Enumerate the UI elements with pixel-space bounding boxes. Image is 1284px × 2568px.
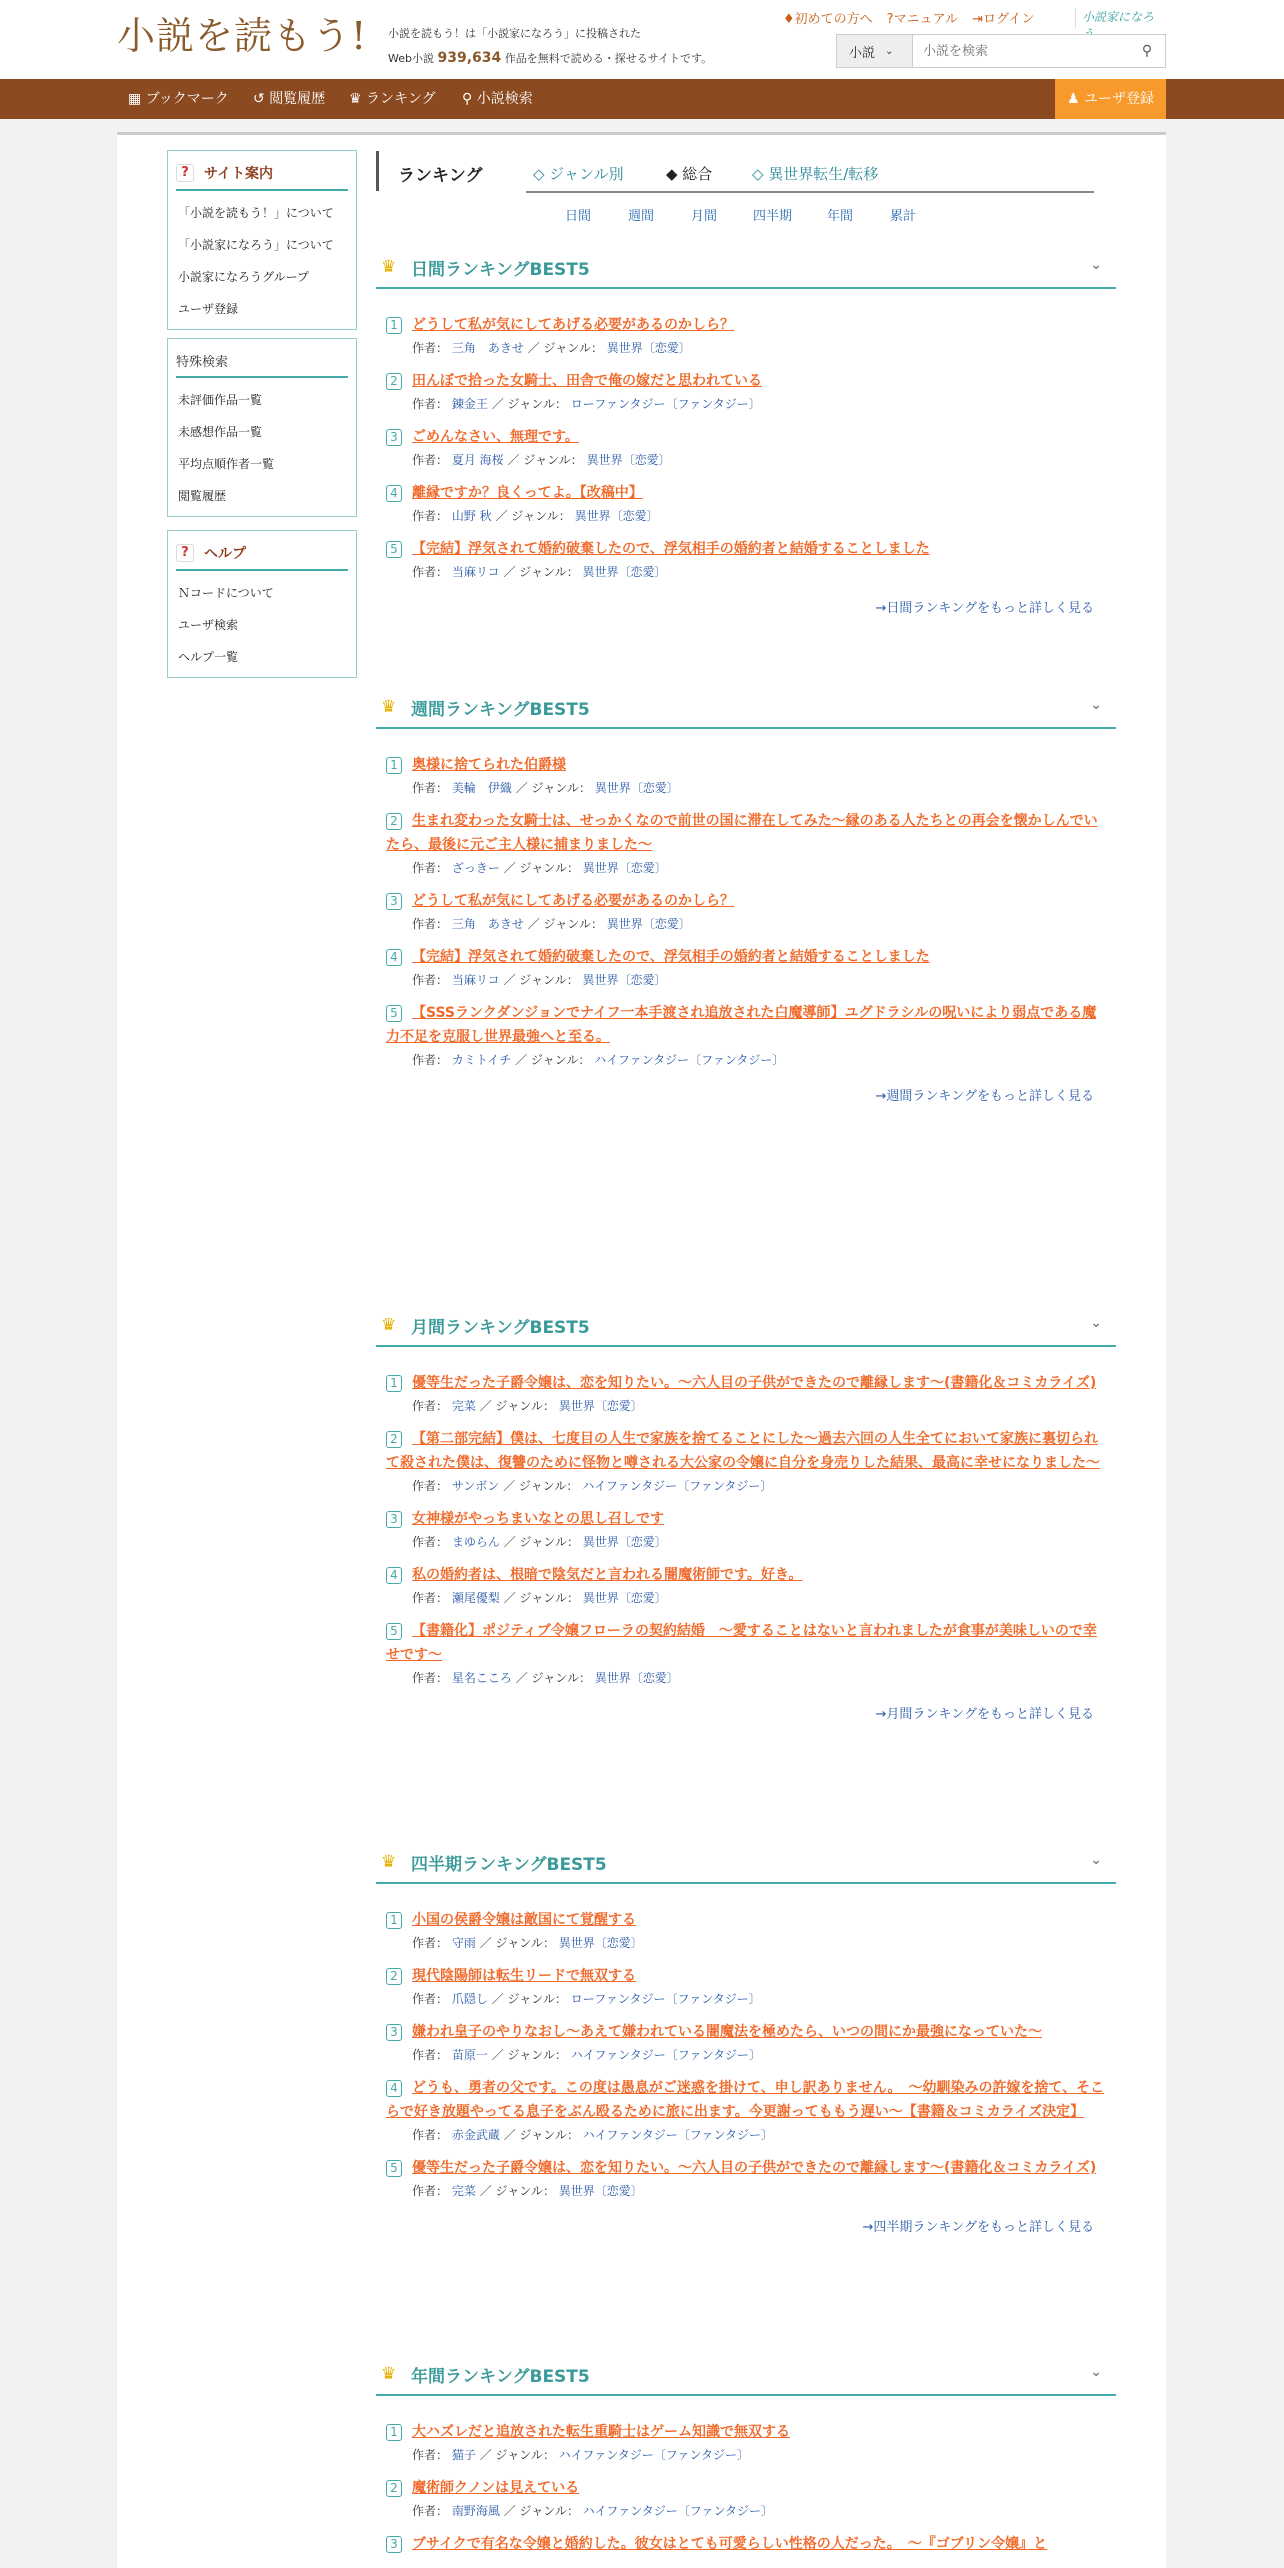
ranking-section [376, 685, 1116, 1104]
genre-link[interactable]: 異世界〔恋愛〕 [574, 509, 659, 523]
author-link[interactable]: 完菜 [451, 2184, 476, 2198]
genre-label: ／ ジャンル： [503, 1479, 579, 1493]
work-meta [386, 393, 1106, 415]
section-title: 日間ランキングBEST5 [411, 260, 590, 280]
work-meta [386, 505, 1106, 527]
author-label: 作者： [412, 1053, 449, 1067]
work-meta [386, 1988, 1106, 2010]
sidebar-special-link[interactable]: 平均点順作者一覧 [178, 457, 275, 471]
genre-label: ／ ジャンル： [479, 1399, 555, 1413]
work-meta [386, 337, 1106, 359]
work-meta [386, 1531, 1106, 1553]
desc-line1: 小説を読もう！は「小説家になろう」に投稿された [388, 27, 641, 40]
genre-label: ／ ジャンル： [515, 781, 591, 795]
work-title-link[interactable]: どうも、勇者の父です。この度は愚息がご迷惑を掛けて、申し訳ありません。 ～幼馴染みの許嫁を捨て、そこらで好き放題やってる息子をぶん殴るために旅に出ます。今更謝ってももう遅い～【書籍＆コミカライズ決定】 [386, 2080, 1105, 2120]
genre-label: ／ ジャンル： [491, 2048, 567, 2062]
section-title: 年間ランキングBEST5 [411, 2367, 590, 2387]
work-meta [386, 1667, 1106, 1689]
author-label: 作者： [412, 973, 449, 987]
genre-link[interactable]: 異世界〔恋愛〕 [582, 973, 667, 987]
author-link[interactable]: カミトイチ [451, 1053, 512, 1067]
genre-label: ／ ジャンル： [503, 1591, 579, 1605]
search-category-label: 小説 [849, 45, 876, 61]
sidebar-special-list [168, 378, 356, 516]
author-link[interactable]: 赤金武蔵 [451, 2128, 500, 2142]
ranking-item [376, 471, 1116, 527]
period-monthly[interactable]: 月間 [691, 209, 718, 224]
genre-link[interactable]: 異世界〔恋愛〕 [582, 1535, 667, 1549]
genre-link[interactable]: ローファンタジー〔ファンタジー〕 [570, 1992, 761, 2006]
author-label: 作者： [412, 917, 449, 931]
site-logo[interactable]: 小説を読もう! [117, 14, 368, 58]
ranking-item [376, 2410, 1116, 2466]
sidebar-help-link[interactable]: ユーザ検索 [178, 618, 239, 632]
work-meta [386, 2180, 1106, 2202]
ranking-list [376, 2396, 1116, 2556]
register-label: ユーザ登録 [1084, 91, 1154, 107]
author-label: 作者： [412, 1992, 449, 2006]
section-title: 四半期ランキングBEST5 [411, 1855, 607, 1875]
rank-badge: 1 [386, 2424, 402, 2441]
author-label: 作者： [412, 2048, 449, 2062]
work-title-link[interactable]: 田んぼで拾った女騎士、田舎で俺の嫁だと思われている [412, 373, 762, 389]
work-title-link[interactable]: ごめんなさい、無理です。 [412, 429, 579, 445]
author-label: 作者： [412, 1399, 449, 1413]
work-title-link[interactable]: 優等生だった子爵令嬢は、恋を知りたい。～六人目の子供ができたので離縁します～(書籍化＆コミカライズ) [412, 1375, 1097, 1391]
genre-label: ／ ジャンル： [479, 1936, 555, 1950]
ranking-list [376, 729, 1116, 1071]
top-link-login[interactable]: ⇥ログイン [972, 12, 1035, 27]
genre-link[interactable]: 異世界〔恋愛〕 [606, 341, 691, 355]
author-label: 作者： [412, 509, 449, 523]
rank-badge: 5 [386, 1623, 402, 1640]
tab-overall[interactable]: ◆ 総合 [666, 165, 713, 183]
work-meta [386, 1932, 1106, 1954]
work-meta [386, 2500, 1106, 2522]
more-ranking-link[interactable]: →週間ランキングをもっと詳しく見る [875, 1089, 1094, 1104]
author-label: 作者： [412, 341, 449, 355]
author-label: 作者： [412, 2184, 449, 2198]
search-icon[interactable]: ⚲ [1141, 43, 1153, 59]
work-title-link[interactable]: 【第二部完結】僕は、七度目の人生で家族を捨てることにした～過去六回の人生全てにおいて家族に裏切られて殺された僕は、復讐のために怪物と噂される大公家の令嬢に自分を身売りした結果、最高に幸せになりました～ [386, 1431, 1100, 1471]
tabs-underline [526, 191, 1094, 193]
crown-icon: ♛ [381, 1852, 397, 1872]
rank-badge: 2 [386, 1968, 402, 1985]
genre-link[interactable]: ハイファンタジー〔ファンタジー〕 [594, 1053, 785, 1067]
work-title-link[interactable]: ブサイクで有名な令嬢と婚約した。彼女はとても可愛らしい性格の人だった。 ～『ゴブリン令嬢』と [412, 2536, 1048, 2552]
genre-label: ／ ジャンル： [527, 917, 603, 931]
section-header[interactable] [376, 245, 1116, 289]
rank-badge: 3 [386, 2024, 402, 2041]
sidebar-help-link[interactable]: ヘルプ一覧 [178, 650, 239, 664]
work-title-link[interactable]: 私の婚約者は、根暗で陰気だと言われる闇魔術師です。好き。 [412, 1567, 803, 1583]
work-title-link[interactable]: 奥様に捨てられた伯爵様 [412, 757, 566, 773]
sidebar-help-list [168, 571, 356, 677]
work-title-link[interactable]: 【完結】浮気されて婚約破棄したので、浮気相手の婚約者と結婚することしました [412, 949, 930, 965]
work-meta [386, 2124, 1106, 2146]
work-meta [386, 777, 1106, 799]
crown-icon: ♛ [381, 1315, 397, 1335]
login-link-label: ログイン [982, 12, 1035, 27]
author-link[interactable]: 夏月 海桜 [451, 453, 504, 467]
rank-badge: 2 [386, 813, 402, 830]
genre-label: ／ ジャンル： [491, 397, 567, 411]
rank-badge: 1 [386, 757, 402, 774]
author-link[interactable]: 三角 あきせ [451, 917, 524, 931]
author-label: 作者： [412, 1936, 449, 1950]
ranking-title: ランキング [398, 166, 483, 186]
genre-link[interactable]: ハイファンタジー〔ファンタジー〕 [558, 2448, 749, 2462]
sidebar-guide-header [176, 159, 348, 191]
nav-search[interactable] [462, 79, 533, 119]
chevron-down-icon[interactable]: ⌄ [1090, 697, 1102, 713]
work-title-link[interactable]: 小国の侯爵令嬢は敵国にて覚醒する [412, 1912, 636, 1928]
rank-badge: 2 [386, 2480, 402, 2497]
rank-badge: 2 [386, 373, 402, 390]
rank-badge: 4 [386, 949, 402, 966]
author-link[interactable]: 錬金王 [451, 397, 488, 411]
nav-bookmark-label: ブックマーク [145, 91, 229, 107]
sidebar-special-header [176, 347, 348, 378]
genre-label: ／ ジャンル： [503, 2504, 579, 2518]
author-label: 作者： [412, 2504, 449, 2518]
work-meta [386, 1587, 1106, 1609]
genre-link[interactable]: 異世界〔恋愛〕 [594, 781, 679, 795]
desc-line2 [388, 46, 712, 71]
genre-label: ／ ジャンル： [503, 565, 579, 579]
author-link[interactable]: 南野海風 [451, 2504, 500, 2518]
period-yearly[interactable]: 年間 [827, 209, 854, 224]
author-label: 作者： [412, 397, 449, 411]
content-container [117, 132, 1166, 2568]
rank-badge: 1 [386, 1912, 402, 1929]
section-title: 月間ランキングBEST5 [411, 1318, 590, 1338]
rank-badge: 5 [386, 541, 402, 558]
work-title-link[interactable]: 優等生だった子爵令嬢は、恋を知りたい。～六人目の子供ができたので離縁します～(書籍化＆コミカライズ) [412, 2160, 1097, 2176]
ranking-item [376, 1497, 1116, 1553]
ranking-item [376, 2010, 1116, 2066]
sidebar-guide-link[interactable]: ユーザ登録 [178, 302, 239, 316]
tab-isekai[interactable]: ◇ 異世界転生/転移 [752, 165, 879, 183]
author-link[interactable]: 完菜 [451, 1399, 476, 1413]
work-title-link[interactable]: 現代陰陽師は転生リードで無双する [412, 1968, 636, 1984]
ranking-item [376, 1609, 1116, 1689]
author-label: 作者： [412, 1479, 449, 1493]
ranking-item [376, 2466, 1116, 2522]
ranking-section [376, 1840, 1116, 2235]
work-meta [386, 1475, 1106, 1497]
crown-icon: ♛ [381, 257, 397, 277]
genre-link[interactable]: 異世界〔恋愛〕 [582, 565, 667, 579]
ranking-item [376, 1954, 1116, 2010]
rank-badge: 3 [386, 893, 402, 910]
question-icon: ? [176, 544, 194, 562]
ranking-item [376, 2146, 1116, 2202]
ranking-item [376, 2066, 1116, 2146]
author-label: 作者： [412, 781, 449, 795]
rank-badge: 5 [386, 1005, 402, 1022]
sidebar-guide-title: サイト案内 [204, 166, 274, 182]
more-ranking-link[interactable]: →四半期ランキングをもっと詳しく見る [862, 2220, 1094, 2235]
work-title-link[interactable]: 【完結】浮気されて婚約破棄したので、浮気相手の婚約者と結婚することしました [412, 541, 930, 557]
genre-label: ／ ジャンル： [479, 2448, 555, 2462]
sidebar-special-link[interactable]: 未感想作品一覧 [178, 425, 263, 439]
work-meta [386, 449, 1106, 471]
author-label: 作者： [412, 861, 449, 875]
site-header [0, 0, 1284, 79]
top-links [783, 8, 1034, 27]
genre-link[interactable]: 異世界〔恋愛〕 [606, 917, 691, 931]
genre-label: ／ ジャンル： [503, 973, 579, 987]
work-meta [386, 969, 1106, 991]
desc-suffix: 作品を無料で読める・探せるサイトです。 [504, 52, 713, 65]
question-icon: ? [176, 164, 194, 182]
rank-badge: 4 [386, 485, 402, 502]
nav-ranking[interactable] [349, 79, 436, 119]
sidebar-guide-link[interactable]: 「小説を読もう！」について [178, 206, 334, 220]
work-meta [386, 1049, 1106, 1071]
top-link-manual[interactable]: ?マニュアル [886, 12, 959, 27]
rank-badge: 3 [386, 2536, 402, 2553]
ranking-item [376, 1553, 1116, 1609]
ranking-item [376, 1417, 1116, 1497]
work-meta [386, 913, 1106, 935]
ranking-item [376, 991, 1116, 1071]
author-link[interactable]: 山野 秋 [451, 509, 492, 523]
period-daily[interactable]: 日間 [565, 209, 592, 224]
more-ranking-link[interactable]: →月間ランキングをもっと詳しく見る [875, 1707, 1094, 1722]
sidebar-help-title: ヘルプ [204, 546, 246, 562]
rank-badge: 5 [386, 2160, 402, 2177]
sidebar-special-link[interactable]: 閲覧履歴 [178, 489, 227, 503]
author-link[interactable]: ざっきー [451, 861, 500, 875]
author-link[interactable]: 三角 あきせ [451, 341, 524, 355]
work-meta [386, 2444, 1106, 2466]
genre-link[interactable]: 異世界〔恋愛〕 [582, 1591, 667, 1605]
genre-label: ／ ジャンル： [479, 2184, 555, 2198]
sidebar-guide [167, 150, 357, 330]
register-button[interactable] [1055, 79, 1166, 119]
work-title-link[interactable]: 離縁ですか？良くってよ。【改稿中】 [412, 485, 643, 501]
desc-prefix: Web小説 [388, 52, 434, 65]
genre-label: ／ ジャンル： [503, 861, 579, 875]
work-title-link[interactable]: 【書籍化】ポジティブ令嬢フローラの契約結婚 ～愛することはないと言われましたが食事が美味しいので幸せです～ [386, 1623, 1097, 1663]
ranking-item [376, 879, 1116, 935]
chevron-down-icon[interactable]: ⌄ [1090, 2364, 1102, 2380]
history-icon: ↺ [253, 91, 265, 107]
ranking-list [376, 289, 1116, 583]
author-label: 作者： [412, 2448, 449, 2462]
genre-link[interactable]: ハイファンタジー〔ファンタジー〕 [582, 1479, 773, 1493]
sidebar-special-title: 特殊検索 [176, 355, 229, 370]
author-link[interactable]: 爪隠し [451, 1992, 488, 2006]
user-icon: ♟ [1066, 91, 1080, 107]
sidebar-special [167, 338, 357, 517]
period-weekly[interactable]: 週間 [628, 209, 655, 224]
manual-link-label: マニュアル [893, 12, 959, 27]
genre-link[interactable]: ハイファンタジー〔ファンタジー〕 [582, 2128, 773, 2142]
ranking-tabs [376, 151, 1094, 193]
nav-ranking-label: ランキング [366, 91, 436, 107]
section-header[interactable] [376, 1840, 1116, 1884]
chevron-down-icon[interactable]: ⌄ [1090, 257, 1102, 273]
ranking-item [376, 527, 1116, 583]
genre-link[interactable]: 異世界〔恋愛〕 [558, 2184, 643, 2198]
rank-badge: 3 [386, 1511, 402, 1528]
work-title-link[interactable]: 大ハズレだと追放された転生重騎士はゲーム知識で無双する [412, 2424, 790, 2440]
author-link[interactable]: まゆらん [451, 1535, 500, 1549]
more-ranking-link[interactable]: →日間ランキングをもっと詳しく見る [875, 601, 1094, 616]
author-label: 作者： [412, 1671, 449, 1685]
bookmark-icon: ▦ [128, 91, 142, 107]
ranking-section [376, 1303, 1116, 1722]
rank-badge: 1 [386, 317, 402, 334]
section-title: 週間ランキングBEST5 [411, 700, 590, 720]
ranking-item [376, 1361, 1116, 1417]
genre-label: ／ ジャンル： [495, 509, 571, 523]
author-link[interactable]: 猫子 [451, 2448, 476, 2462]
genre-link[interactable]: 異世界〔恋愛〕 [558, 1399, 643, 1413]
genre-link[interactable]: 異世界〔恋愛〕 [582, 861, 667, 875]
search-box [836, 34, 1166, 68]
work-meta [386, 857, 1106, 879]
sidebar-guide-list [168, 191, 356, 329]
author-link[interactable]: 当麻リコ [451, 973, 500, 987]
ranking-list [376, 1884, 1116, 2202]
work-title-link[interactable]: 嫌われ皇子のやりなおし～あえて嫌われている闇魔法を極めたら、いつの間にか最強になっていた～ [412, 2024, 1042, 2040]
work-meta [386, 2044, 1106, 2066]
genre-link[interactable]: 異世界〔恋愛〕 [594, 1671, 679, 1685]
author-label: 作者： [412, 1591, 449, 1605]
author-link[interactable]: サンボン [451, 1479, 500, 1493]
sidebar-special-link[interactable]: 未評価作品一覧 [178, 393, 263, 407]
author-link[interactable]: 美輪 伊織 [451, 781, 512, 795]
nav-history-label: 閲覧履歴 [269, 91, 326, 107]
crown-icon: ♛ [381, 697, 397, 717]
author-label: 作者： [412, 2128, 449, 2142]
ranking-item [376, 935, 1116, 991]
sidebar-help-header [176, 539, 348, 571]
author-label: 作者： [412, 1535, 449, 1549]
work-title-link[interactable]: 女神様がやっちまいなとの思し召しです [412, 1511, 664, 1527]
title-bar [376, 151, 379, 191]
sidebar-help [167, 530, 357, 678]
work-title-link[interactable]: どうして私が気にしてあげる必要があるのかしら？ [412, 893, 734, 909]
top-link-beginner[interactable]: ♦初めての方へ [783, 12, 873, 27]
genre-label: ／ ジャンル： [491, 1992, 567, 2006]
ranking-item [376, 2522, 1116, 2556]
genre-label: ／ ジャンル： [507, 453, 583, 467]
genre-label: ／ ジャンル： [503, 2128, 579, 2142]
rank-badge: 4 [386, 1567, 402, 1584]
sidebar-guide-link[interactable]: 「小説家になろう」について [178, 238, 334, 252]
ranking-item [376, 415, 1116, 471]
genre-link[interactable]: ローファンタジー〔ファンタジー〕 [570, 397, 761, 411]
genre-label: ／ ジャンル： [515, 1671, 591, 1685]
rank-badge: 4 [386, 2080, 402, 2097]
period-links [376, 205, 1116, 225]
crown-icon: ♛ [381, 2364, 397, 2384]
author-label: 作者： [412, 453, 449, 467]
genre-label: ／ ジャンル： [503, 1535, 579, 1549]
site-description [388, 22, 712, 71]
genre-link[interactable]: 異世界〔恋愛〕 [586, 453, 671, 467]
rank-badge: 1 [386, 1375, 402, 1392]
sidebar-help-link[interactable]: Ｎコードについて [178, 586, 274, 600]
genre-link[interactable]: ハイファンタジー〔ファンタジー〕 [570, 2048, 761, 2062]
search-icon: ⚲ [462, 91, 473, 107]
work-title-link[interactable]: 【SSSランクダンジョンでナイフ一本手渡され追放された白魔導師】ユグドラシルの呪いにより弱点である魔力不足を克服し世界最強へと至る。 [386, 1005, 1097, 1045]
period-quarterly[interactable]: 四半期 [753, 209, 793, 224]
period-total[interactable]: 累計 [890, 209, 917, 224]
genre-link[interactable]: 異世界〔恋愛〕 [558, 1936, 643, 1950]
author-label: 作者： [412, 565, 449, 579]
work-title-link[interactable]: どうして私が気にしてあげる必要があるのかしら？ [412, 317, 734, 333]
sidebar-guide-link[interactable]: 小説家になろうグループ [178, 270, 310, 284]
crown-icon: ♛ [349, 91, 362, 107]
chevron-down-icon[interactable]: ⌄ [1090, 1852, 1102, 1868]
section-header[interactable] [376, 2352, 1116, 2396]
nav-search-label: 小説検索 [476, 91, 533, 107]
chevron-down-icon[interactable]: ⌄ [1090, 1315, 1102, 1331]
author-link[interactable]: 瀬尾優梨 [451, 1591, 500, 1605]
work-meta [386, 561, 1106, 583]
ranking-item [376, 743, 1116, 799]
ranking-item [376, 359, 1116, 415]
section-header[interactable] [376, 1303, 1116, 1347]
work-count: 939,634 [437, 50, 502, 66]
work-title-link[interactable]: 生まれ変わった女騎士は、せっかくなので前世の国に滞在してみた～縁のある人たちとの再会を懐かしんでいたら、最後に元ご主人様に捕まりました～ [386, 813, 1098, 853]
ranking-item [376, 1898, 1116, 1954]
search-input[interactable] [913, 35, 1129, 67]
author-link[interactable]: 守雨 [451, 1936, 476, 1950]
beginner-link-label: 初めての方へ [794, 12, 873, 27]
nav-history[interactable] [253, 79, 325, 119]
rank-badge: 2 [386, 1431, 402, 1448]
section-header[interactable] [376, 685, 1116, 729]
ranking-section [376, 2352, 1116, 2556]
search-category-select[interactable] [837, 35, 913, 67]
genre-link[interactable]: ハイファンタジー〔ファンタジー〕 [582, 2504, 773, 2518]
tab-genre[interactable]: ◇ ジャンル別 [533, 165, 624, 183]
author-link[interactable]: 苗原一 [451, 2048, 488, 2062]
work-title-link[interactable]: 魔術師クノンは見えている [412, 2480, 580, 2496]
nav-bookmark[interactable] [128, 79, 229, 119]
ranking-item [376, 799, 1116, 879]
genre-label: ／ ジャンル： [515, 1053, 591, 1067]
work-meta [386, 1395, 1106, 1417]
author-link[interactable]: 当麻リコ [451, 565, 500, 579]
author-link[interactable]: 星名こころ [451, 1671, 512, 1685]
ranking-section [376, 245, 1116, 616]
ranking-item [376, 303, 1116, 359]
rank-badge: 3 [386, 429, 402, 446]
ranking-list [376, 1347, 1116, 1689]
chevron-down-icon: ⌄ [885, 45, 894, 57]
brand-link[interactable]: 小説家になろ [1075, 8, 1165, 28]
genre-label: ／ ジャンル： [527, 341, 603, 355]
